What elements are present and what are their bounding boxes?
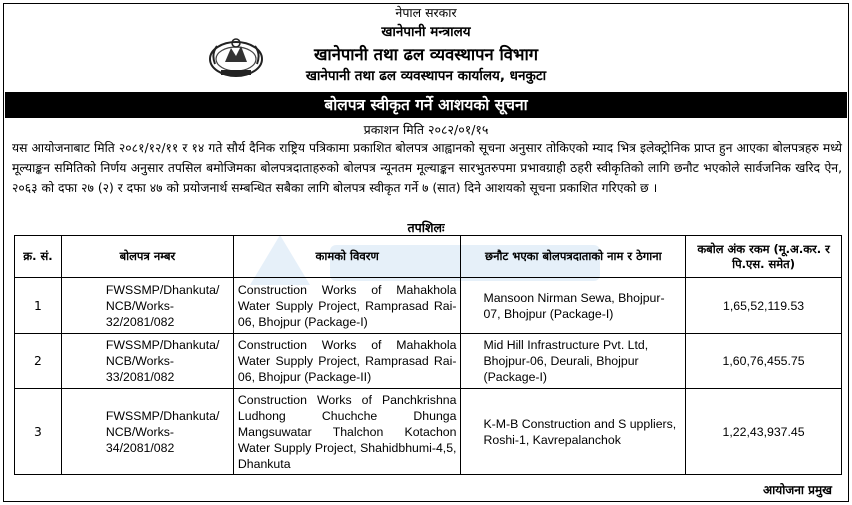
- cell-work-description: Construction Works of Mahakhola Water Supply Project, Ramprasad Rai-06, Bhojpur (Package-II): [233, 334, 461, 389]
- department-name: खानेपानी तथा ढल व्यवस्थापन विभाग: [313, 45, 539, 64]
- table-row: [15, 334, 842, 389]
- col-header-work-description: कामको विवरण: [233, 236, 461, 278]
- notice-title-banner: बोलपत्र स्वीकृत गर्ने आशयको सूचना: [5, 92, 847, 118]
- cell-sn: 1: [15, 278, 62, 334]
- cell-amount: 1,65,52,119.53: [686, 278, 842, 334]
- cell-bid-number: FWSSMP/Dhankuta/ NCB/Works-32/2081/082: [61, 278, 233, 334]
- col-header-bidder: छनौट भएका बोलपत्रदाताको नाम र ठेगाना: [461, 236, 686, 278]
- cell-sn: 3: [15, 389, 62, 475]
- ministry-name: खानेपानी मन्त्रालय: [381, 24, 471, 40]
- letterhead: [0, 0, 852, 90]
- publication-date: प्रकाशन मिति २०८२/०१/१५: [363, 122, 489, 137]
- cell-amount: 1,60,76,455.75: [686, 334, 842, 389]
- cell-sn: 2: [15, 334, 62, 389]
- table-header-row: [15, 236, 842, 278]
- cell-work-description: Construction Works of Mahakhola Water Supply Project, Ramprasad Rai-06, Bhojpur (Package-I): [233, 278, 461, 334]
- cell-bid-number: FWSSMP/Dhankuta/ NCB/Works-33/2081/082: [61, 334, 233, 389]
- col-header-bid-number: बोलपत्र नम्बर: [61, 236, 233, 278]
- cell-bid-number: FWSSMP/Dhankuta/ NCB/Works-34/2081/082: [61, 389, 233, 475]
- cell-bidder: Mansoon Nirman Sewa, Bhojpur-07, Bhojpur (Package-I): [461, 278, 686, 334]
- cell-bidder: K-M-B Construction and S uppliers, Roshi-1, Kavrepalanchok: [461, 389, 686, 475]
- office-name: खानेपानी तथा ढल व्यवस्थापन कार्यालय, धनकुटा: [305, 68, 547, 84]
- cell-bidder: Mid Hill Infrastructure Pvt. Ltd, Bhojpur-06, Deurali, Bhojpur (Package-I): [461, 334, 686, 389]
- schedule-heading: तपशिलः: [407, 220, 445, 235]
- cell-amount: 1,22,43,937.45: [686, 389, 842, 475]
- table-row: [15, 278, 842, 334]
- bid-table: [14, 235, 842, 475]
- notice-body: यस आयोजनाबाट मिति २०८१/१२/११ र १४ गते सौर्य दैनिक राष्ट्रिय पत्रिकामा प्रकाशित बोलपत्र आह्वानको सूचना अनुसार तोकिएको म्याद भित्र इलेक्ट्रोनिक प्राप्त हुन आएका बोलपत्रहरु मध्ये मूल्याङ्कन समितिको निर्णय अनुसार तपसिल बमोजिमका बोलपत्रदाताहरुको बोलपत्र न्यूनतम मूल्याङ्कन सारभुतरुपमा प्रभावग्राही ठहरी स्वीकृतिको लागि छनौट भएकोले सार्वजनिक खरिद ऐन, २०६३ को दफा २७ (२) र दफा ४७ को प्रयोजनार्थ सम्बन्धित सबैका लागि बोलपत्र स्वीकृत गर्ने ७ (सात) दिने आशयको सूचना प्रकाशित गरिएको छ ।: [12, 141, 842, 195]
- col-header-sn: क्र. सं.: [15, 236, 62, 278]
- col-header-amount: कबोल अंक रकम (मू.अ.कर. र पि.एस. समेत): [686, 236, 842, 278]
- project-chief-signature-label: आयोजना प्रमुख: [762, 483, 832, 497]
- cell-work-description: Construction Works of Panchkrishna Ludhong Chuchche Dhunga Mangsuwatar Thalchon Kotachon Water Supply Project, Shahidbhumi-4,5, Dhankuta: [233, 389, 461, 475]
- table-row: [15, 389, 842, 475]
- government-name: नेपाल सरकार: [395, 5, 457, 20]
